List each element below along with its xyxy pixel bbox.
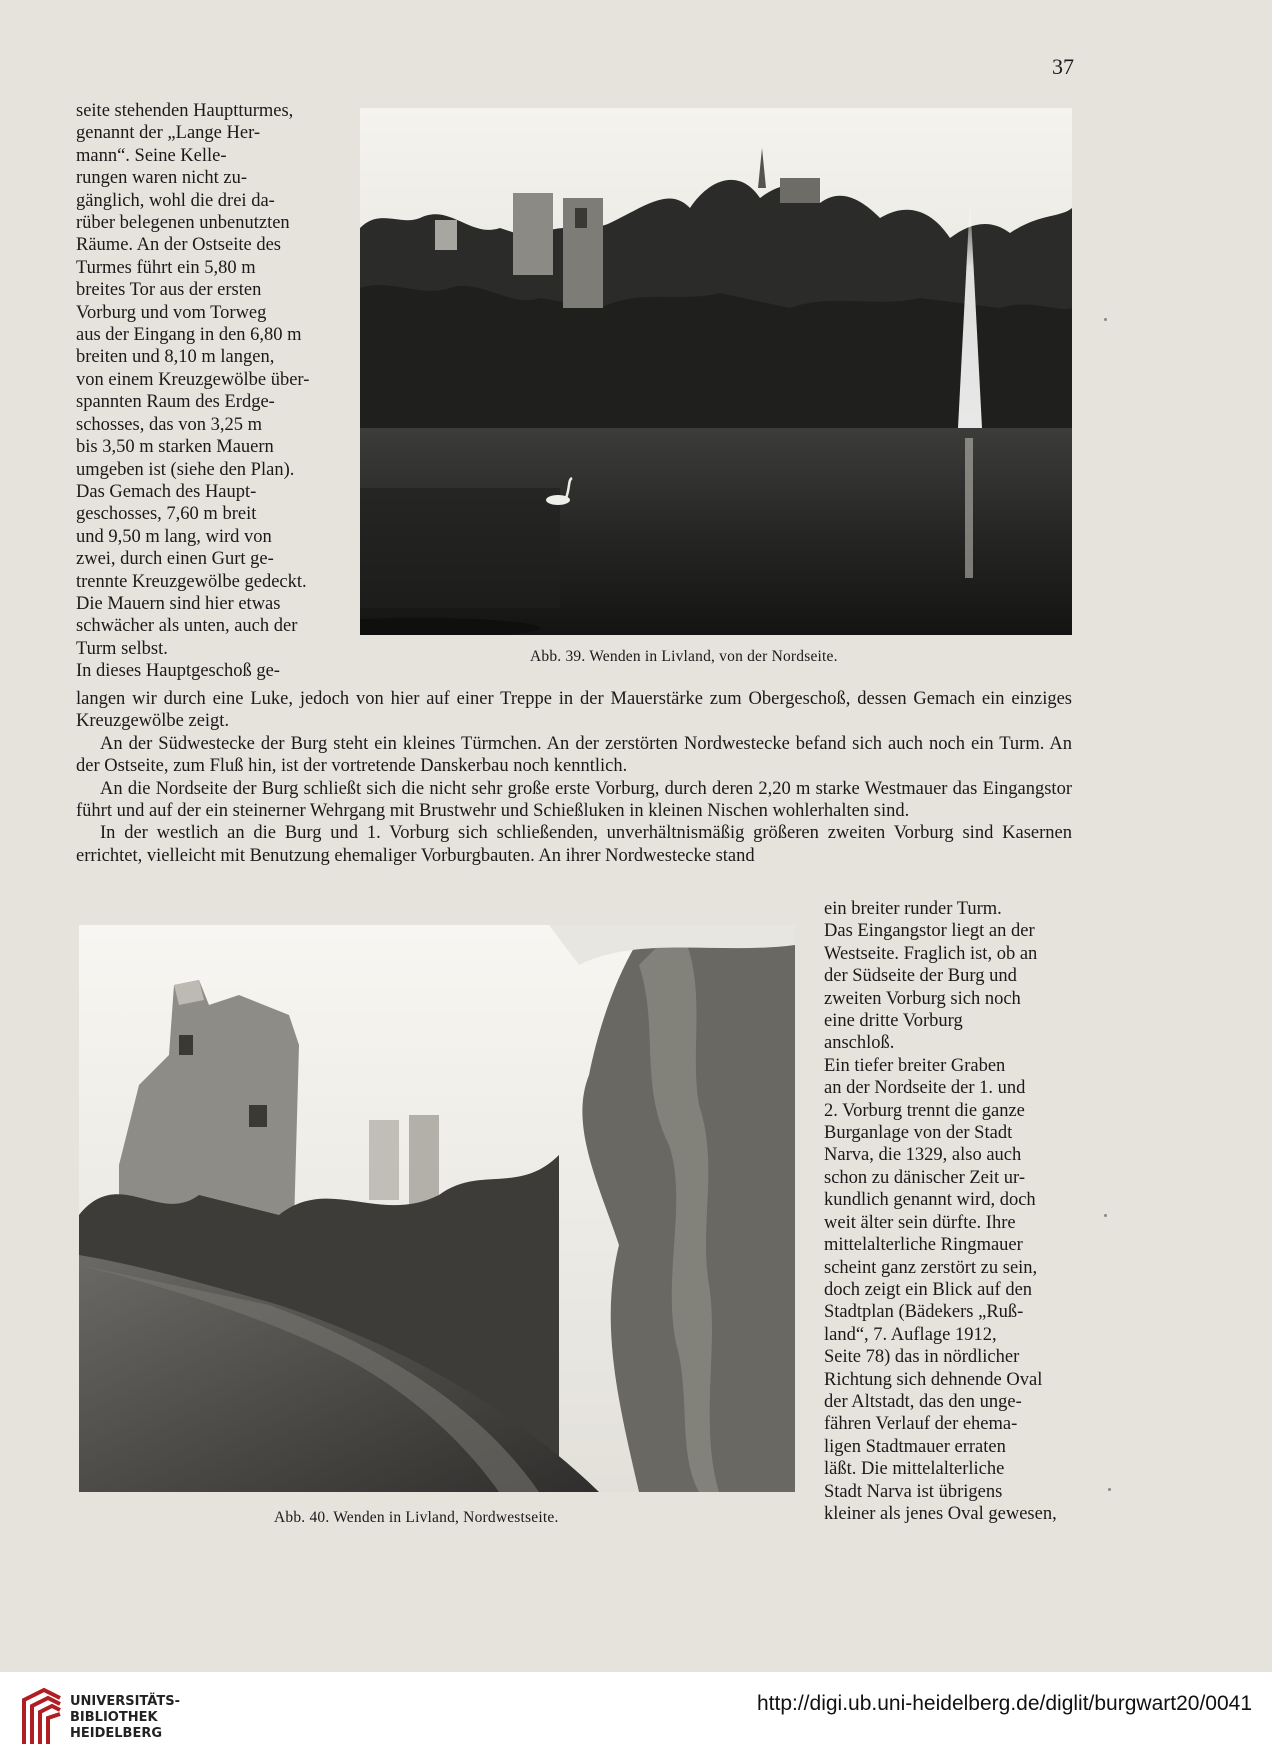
text-line: In dieses Hauptgeschoß ge- [76,661,280,682]
text-line: läßt. Die mittelalterliche [824,1459,1005,1480]
text-line: breiten und 8,10 m langen, [76,347,275,368]
ruin-tower-illustration [79,925,795,1492]
footer-bar [0,1672,1272,1763]
right-column-text [824,898,1074,1525]
text-line: Turm selbst. [76,638,168,659]
text-line: an der Nordseite der 1. und [824,1078,1026,1099]
library-name [70,1694,180,1742]
text-line: trennte Kreuzgewölbe gedeckt. [76,571,307,592]
text-line: der Südseite der Burg und [824,966,1017,987]
text-line: umgeben ist (siehe den Plan). [76,459,295,480]
text-line: kundlich genannt wird, doch [824,1190,1036,1211]
text-line: Seite 78) das in nördlicher [824,1347,1020,1368]
text-line: 2. Vorburg trennt die ganze [824,1100,1025,1121]
text-line: schosses, das von 3,25 m [76,414,263,435]
text-line: land“, 7. Auflage 1912, [824,1324,997,1345]
text-line: mittelalterliche Ringmauer [824,1235,1023,1256]
text-line: zwei, durch einen Gurt ge- [76,549,274,570]
text-line: Ein tiefer breiter Graben [824,1055,1006,1076]
text-line: genannt der „Lange Her- [76,123,261,144]
figure-40-photo [79,925,795,1492]
text-line: ligen Stadtmauer erraten [824,1436,1006,1457]
scan-dust [1104,318,1107,321]
text-line: Turmes führt ein 5,80 m [76,257,256,278]
text-line: scheint ganz zerstört zu sein, [824,1257,1038,1278]
text-line: gänglich, wohl die drei da- [76,190,275,211]
text-line: eine dritte Vorburg [824,1011,963,1032]
text-line: Stadtplan (Bädekers „Ruß- [824,1302,1024,1323]
full-width-text [76,688,1072,867]
text-line: doch zeigt ein Blick auf den [824,1279,1033,1300]
text-line: der Altstadt, das den unge- [824,1391,1022,1412]
figure-39-caption: Abb. 39. Wenden in Livland, von der Nordseite. [530,648,838,665]
text-line: Räume. An der Ostseite des [76,235,281,256]
paragraph: langen wir durch eine Luke, jedoch von hier auf einer Treppe in der Mauerstärke zum Obergeschoß, dessen Gemach ein einziges Kreuzgewölbe zeigt. [76,689,1072,732]
text-line: breites Tor aus der ersten [76,280,262,301]
text-line: Narva, die 1329, also auch [824,1145,1022,1166]
library-logo-icon [14,1682,68,1752]
text-line: Vorburg und vom Torweg [76,302,267,323]
paragraph: An der Südwestecke der Burg steht ein kleines Türmchen. An der zerstörten Nordwestecke befand sich auch noch ein Turm. An der Ostseite, zum Fluß hin, ist der vortretende Danskerbau noch kenntlich. [76,733,1072,777]
text-line: weit älter sein dürfte. Ihre [824,1212,1016,1233]
text-line: Stadt Narva ist übrigens [824,1481,1003,1502]
scan-dust [1108,1488,1111,1491]
library-line-2: BIBLIOTHEK [70,1710,158,1725]
text-line: anschloß. [824,1033,895,1054]
text-line: mann“. Seine Kelle- [76,145,227,166]
text-line: Westseite. Fraglich ist, ob an [824,943,1038,964]
scan-dust [1104,1214,1107,1217]
text-line: rungen waren nicht zu- [76,168,248,189]
paragraph: In der westlich an die Burg und 1. Vorburg sich schließenden, unverhältnismäßig größeren zweiten Vorburg sind Kasernen errichtet, vielleicht mit Benutzung ehemaliger Vorburgbauten. An ihrer Nordwestecke stand [76,823,1072,866]
text-line: Das Eingangstor liegt an der [824,921,1035,942]
permalink-url[interactable]: http://digi.ub.uni-heidelberg.de/diglit/burgwart20/0041 [756,1692,1252,1715]
text-line: spannten Raum des Erdge- [76,392,275,413]
left-column-text [76,100,334,683]
text-line: kleiner als jenes Oval gewesen, [824,1503,1057,1524]
text-line: Das Gemach des Haupt- [76,481,257,502]
text-line: von einem Kreuzgewölbe über- [76,369,310,390]
text-line: ein breiter runder Turm. [824,899,1002,919]
text-line: zweiten Vorburg sich noch [824,988,1021,1009]
library-line-3: HEIDELBERG [70,1726,163,1741]
text-line: fähren Verlauf der ehema- [824,1414,1018,1435]
text-line: und 9,50 m lang, wird von [76,526,272,547]
lake-castle-illustration [360,108,1072,635]
library-line-1: UNIVERSITÄTS- [70,1694,180,1709]
logo-strokes [24,1690,60,1744]
text-line: rüber belegenen unbenutzten [76,213,290,234]
text-line: seite stehenden Hauptturmes, [76,101,294,121]
page-number: 37 [1052,54,1074,79]
text-line: Die Mauern sind hier etwas [76,593,281,614]
text-line: bis 3,50 m starken Mauern [76,437,274,458]
text-line: Burganlage von der Stadt [824,1123,1013,1144]
figure-39-photo [360,108,1072,635]
text-line: aus der Eingang in den 6,80 m [76,325,302,346]
paragraph: An die Nordseite der Burg schließt sich die nicht sehr große erste Vorburg, durch deren 2,20 m starke Westmauer das Eingangstor führt und auf der ein steinerner Wehrgang mit Brustwehr und Schießluken in kleinen Nischen wohlerhalten sind. [76,778,1072,822]
text-line: schon zu dänischer Zeit ur- [824,1167,1025,1188]
text-line: geschosses, 7,60 m breit [76,504,257,525]
figure-40-caption: Abb. 40. Wenden in Livland, Nordwestseite. [274,1509,559,1526]
text-line: Richtung sich dehnende Oval [824,1369,1043,1390]
text-line: schwächer als unten, auch der [76,616,298,637]
